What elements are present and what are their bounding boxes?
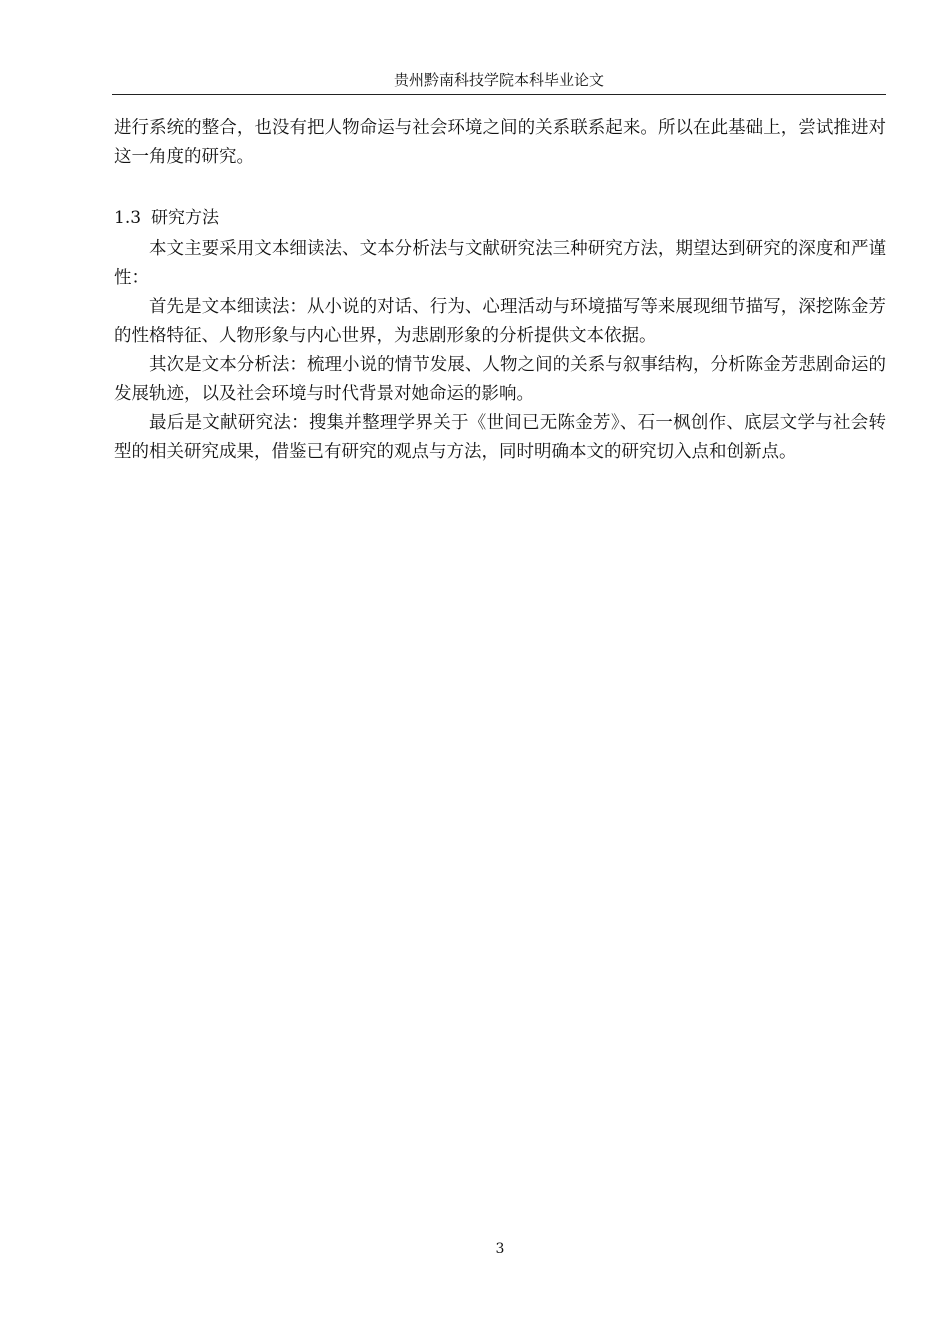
paragraph-text-analysis: 其次是文本分析法：梳理小说的情节发展、人物之间的关系与叙事结构，分析陈金芳悲剧命运的发展轨迹，以及社会环境与时代背景对她命运的影响。	[114, 355, 886, 404]
section-number: 1.3	[114, 208, 142, 228]
section-title: 研究方法	[151, 208, 220, 228]
paragraph-literature-review: 最后是文献研究法：搜集并整理学界关于《世间已无陈金芳》、石一枫创作、底层文学与社会转型的相关研究成果，借鉴已有研究的观点与方法，同时明确本文的研究切入点和创新点。	[114, 413, 886, 462]
header-title: 贵州黔南科技学院本科毕业论文	[393, 71, 604, 89]
page-number: 3	[495, 1241, 505, 1257]
section-heading	[114, 203, 886, 233]
page-body	[114, 114, 886, 467]
paragraph-close-reading: 首先是文本细读法：从小说的对话、行为、心理活动与环境描写等来展现细节描写，深挖陈金芳的性格特征、人物形象与内心世界，为悲剧形象的分析提供文本依据。	[114, 297, 886, 346]
paragraph-methods-overview: 本文主要采用文本细读法、文本分析法与文献研究法三种研究方法，期望达到研究的深度和严谨性：	[114, 239, 886, 288]
page-header	[112, 70, 886, 95]
intro-paragraph: 进行系统的整合，也没有把人物命运与社会环境之间的关系联系起来。所以在此基础上，尝试推进对这一角度的研究。	[114, 118, 886, 167]
